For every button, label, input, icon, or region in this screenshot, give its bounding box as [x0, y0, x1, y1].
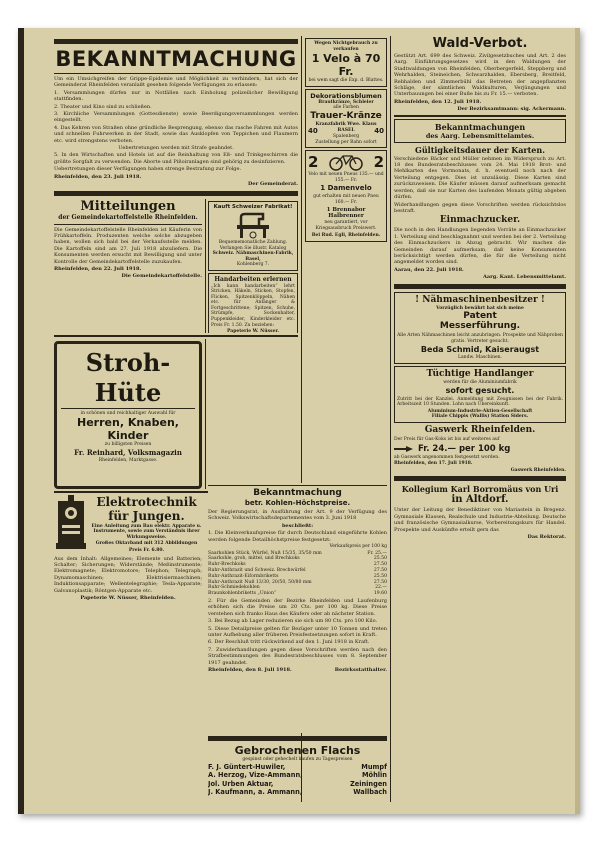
naehmaschine-title: ! Nähmaschinenbesitzer !	[415, 294, 545, 305]
velo-head: Wegen Nichtgebrauch zu verkaufen	[314, 41, 378, 52]
bekanntmachung-item: 5. In den Wirtschaften und Hotels ist auf die Reinhaltung von Eß- und Trinkgeschirren die größte Sorgfalt zu verwenden. Die Aborte und Pißoiranlagen sind gehörig zu desinfizieren.	[54, 152, 298, 165]
mitteilungen-date: Rheinfelden, den 22. Juli 1918.	[54, 265, 142, 272]
flachs-buyer-name: J. Kaufmann, a. Ammann,	[208, 788, 303, 797]
stroh-huete-ad	[54, 341, 202, 489]
velos-ad	[305, 150, 387, 242]
flachs-buyer-name: A. Herzog, Vize-Ammann,	[208, 771, 303, 780]
price-name: Saarkohle, grob, mittel, und Brechkoks	[208, 556, 300, 562]
kohlen-rest: 3. Bei Bezug ab Lager reduzieren sie sich um 80 Cts. pro 100 Kilo.	[208, 618, 378, 625]
lebensmittel-title: Bekanntmachungen	[434, 121, 526, 132]
dekoration-shop: Kranzfabrik Wwe. Klaus	[315, 121, 377, 127]
handarbeiten-ad	[208, 273, 298, 333]
kauft-ad	[208, 201, 298, 271]
flachs-buyer-name: Jol. Urben Aktuar,	[208, 779, 274, 788]
handarbeiten-body: „Ich kann handarbeiten“ lehrt Stricken, Häkeln, Sticken, Stopfen, Flicken, Spitzenklöppeln, Nähen etc. für Anfänger & Fortgeschrittene; Spitzen, Schuhe, Strümpfe, Sockenhalter, Puppenkleider, Kinderkleider etc. Preis Fr. 1.50. Zu beziehen:	[211, 283, 295, 328]
price-row	[208, 591, 387, 597]
flachs-buyer	[208, 780, 387, 789]
velos-body: Velo mit neuen Pneus 135.— und 155.— Fr.	[308, 172, 384, 183]
gaswerk-date: Rheinfelden, den 17. Juli 1918.	[394, 461, 473, 467]
lebensmittel-header	[394, 119, 566, 143]
flachs-buyer-place: Mumpf	[361, 762, 387, 771]
handlanger-gesucht: sofort gesucht.	[445, 385, 515, 395]
stroh-address: Rheinfelden, Marktgasse.	[98, 457, 158, 463]
price-name: Ruhr-Anthrazit Nuß 13/30, 20/50, 50/80 mm	[208, 579, 312, 585]
gaswerk-note: ab Gaswerk angenommen festgesetzt worden.	[394, 454, 500, 460]
velos-damen: 1 Damenvelo	[320, 184, 372, 193]
price-value: 25.50	[373, 556, 387, 562]
sewing-machine-icon	[233, 211, 273, 239]
pointing-hand-icon	[394, 445, 414, 453]
kohlen-rest: 2. Für die Gemeinden der Bezirke Rheinfelden und Laufenburg erhöhen sich die Preise um 20 Cts. per 100 kg. Diese Preise verstehen sich franko Haus des Käufers oder ab nächster Station.	[208, 598, 387, 617]
handlanger-body: Zutritt bei der Kanzlei. Anmeldung mit Zeugnissen bei der Fabrik. Arbeitszeit 10 Stunden. Lohn nach Übereinkunft.	[397, 396, 563, 408]
price-value: 27.50	[373, 568, 387, 574]
gaswerk-notice	[394, 425, 566, 473]
stroh-line4: zu billigsten Preisen	[104, 442, 152, 448]
bekanntmachung-item: 3. Kirchliche Versammlungen (Gottesdienste) sowie Beerdigungsversammlungen werden eingestellt.	[54, 111, 298, 124]
stroh-merchant: Fr. Reinhard, Volksmagazin	[74, 447, 182, 457]
flachs-buyer-place: Wallbach	[353, 788, 387, 797]
handarbeiten-title: Handarbeiten erlernen	[214, 275, 292, 283]
kollegium-title: Kollegium Karl Borromäus von Uri	[401, 484, 559, 495]
kohlen-date: Rheinfelden, den 8. Juli 1918.	[208, 667, 292, 674]
telephone-apparatus-icon	[54, 495, 88, 555]
dekoration-title: Dekorationsblumen	[310, 91, 382, 100]
price-name: Ruhr-Schmiedekohlen	[208, 585, 260, 591]
page-edge	[575, 28, 580, 814]
kohlen-beschliesst: beschließt:	[281, 522, 314, 529]
velos-brenn-note: neu garantiert, vor Kriegsausbruch Preiswert.	[315, 220, 377, 231]
dekoration-note: Zustellung per Bahn sofort	[315, 139, 377, 145]
mitteilungen-signature: Die Gemeindekartoffelstelle.	[121, 273, 202, 280]
stroh-line3: Kinder	[107, 429, 149, 443]
mitteilungen-notice	[54, 199, 202, 333]
elektro-shop: Papeterie W. Nüsser, Rheinfelden.	[80, 594, 176, 601]
naehmaschine-line: Vorzüglich bewährt hat sich meine	[436, 305, 524, 311]
elektro-format: Großes Oktavband mit 312 Abbildungen	[95, 541, 198, 547]
mitteilungen-title: Mitteilungen	[80, 198, 176, 214]
velo-count-left: 2	[308, 152, 319, 171]
naehmaschine-ad	[394, 292, 566, 364]
dekoration-number-left: 40	[308, 126, 318, 135]
column-3	[394, 36, 566, 806]
kollegium-body: Unter der Leitung der Benediktiner von Mariastein in Bregenz. Gymnasiale Klassen, Realschule und Industrie-Abteilung. Deutsche und französische Gymnasialkurse, Vorbereitungskurs für Handel. Prospekte und Auskünfte erteilt gern das	[394, 507, 566, 533]
kohlen-notice	[208, 483, 387, 733]
naehmaschine-body: Alle Arten Nähmaschinen leicht anzubringen. Prospekte und Nähproben gratis. Vertreter gesucht.	[397, 333, 563, 344]
price-name: Ruhr-Brechkoks	[208, 562, 246, 568]
wald-date: Rheinfelden, den 12. Juli 1918.	[394, 98, 482, 105]
mitteilungen-body: Die Gemeindekartoffelstelle Rheinfelden ist Käuferin von Frühkartoffeln. Produzenten welche solche abzugeben haben, wollen sich bald bei der Verkaufsstelle melden. Die Kartoffeln sind am 27. Juli 1918 abzuliefern. Die Konsumenten werden ersucht mit Bewilligung und unter Kontrolle der Gemeindekartoffelstelle zuzukaufen.	[54, 226, 202, 265]
naehmaschine-seller-sub: Landw. Maschinen.	[458, 355, 502, 361]
wald-body: Gestützt Art. 699 des Schweiz. Zivilgesetzbuches und Art. 2 des Aarg. Einführungsgesetzes wird in den Waldungen der Stadtwaldungen von Rheinfelden, Oberbergerfeld, Steppberg und Wehrhalden, Steineichen, Schwarzhalden, Ebersberg, Breitfeld, Rebhalden und Zimmerbühl das Betreten der angepflanzten Schläge, der sämtlichen Waldkulturen, Verjüngungen und Unterbauungen bei einer Buße bis zu Fr. 15.— verboten.	[394, 53, 566, 98]
velo-item: 1 Velo à 70 Fr.	[311, 52, 381, 79]
velos-seller: Bei Rud. Egli, Rheinfelden.	[311, 232, 381, 238]
lebensmittel-body2: Die noch in den Handlungen liegenden Vorräte an Einmachzucker 1. Verteilung sind beschlagnahmt und werden bei der 2. Verteilung des Einmachzuckers in Abzug gebracht. Wir machen die Gemeinden darauf aufmerksam, daß keine Konsumenten berücksichtigt werden dürfen, die für die Verteilung nicht angemeldet worden sind.	[394, 227, 566, 266]
price-value: Fr. 25.—	[367, 550, 387, 556]
bicycle-icon	[328, 153, 364, 171]
lebensmittel-sub2: Einmachzucker.	[439, 215, 521, 226]
gaswerk-signature: Gaswerk Rheinfelden.	[510, 467, 566, 473]
elektro-title: Elektrotechnik für Jungen.	[96, 494, 197, 523]
kohlen-price-table	[208, 551, 387, 597]
bekanntmachung-item: 4. Das Kehren von Straßen ohne gründliche Besprengung, ebenso das rasche Fahren mit Autos und schnellen Fuhrwerken in der Stadt, sowie das Ausklopfen von Teppichen und Flaumern etc. wird strengstens verboten.	[54, 124, 298, 144]
handlanger-ad	[394, 366, 566, 423]
bekanntmachung-signature: Der Gemeinderat.	[248, 181, 298, 188]
flachs-buyer	[208, 771, 387, 780]
flachs-ad	[208, 736, 387, 806]
velo-ad	[305, 38, 387, 87]
bekanntmachung-item: Uebertretungen dieser Verfügungen haben strenge Bestrafung zur Folge.	[54, 166, 242, 173]
grippe-bekanntmachung	[54, 39, 298, 196]
handlanger-branch: Filiale Chippis (Wallis) Station Siders.	[431, 414, 529, 420]
flachs-buyer	[208, 788, 387, 797]
elektro-price: Preis Fr. 6.80.	[128, 547, 165, 553]
flachs-title: Gebrochenen Flachs	[234, 744, 361, 757]
price-value: 27.50	[373, 562, 387, 568]
middle-row	[54, 199, 298, 333]
kauft-company: Schweiz. Nähmaschinen-Fabrik, Basel,	[212, 251, 294, 262]
elektro-body: Eine Anleitung zum Bau elektr. Apparate u. Instrumente, sowie zum Verständnis ihrer Wirkungsweise.	[91, 523, 202, 540]
kauft-body: Bequememonatliche Zahlung. Verlangen Sie illustr. Katalog	[218, 239, 288, 251]
kollegium-ad	[394, 484, 566, 540]
stroh-row	[54, 339, 298, 489]
lebensmittel-body1: Verschiedene Bäcker und Müller nehmen im Widerspruch zu Art. 18 des Bundesratsbeschlusses vom 24. Mai 1918 Brot- und Mehlkarten des Vormonats, d. h. eventuell noch nach der Verteilung entgegen. Dies ist unzulässig. Diese Karten sind zurückzuweisen. Die Käufer müssen darauf aufmerksam gemacht werden, daß sie nur Karten des laufenden Monats gültig abgeben dürfen.	[394, 155, 566, 201]
velo-where: bei wem sagt die Exp. d. Blattes.	[308, 78, 384, 84]
wald-verbot	[394, 36, 566, 113]
price-name: Braunkohlenbriketts „Union“	[208, 591, 277, 597]
wald-title: Wald-Verbot.	[432, 36, 528, 51]
gaswerk-price: Fr. 24.— per 100 kg	[418, 443, 511, 454]
price-value: 22.—	[375, 585, 387, 591]
stroh-title: Stroh-Hüte	[61, 348, 195, 409]
elektrotechnik-ad	[54, 495, 202, 665]
kollegium-place: in Altdorf.	[451, 494, 509, 506]
kohlen-notice-start	[208, 339, 298, 489]
wald-signature: Der Bezirksamtmann: sig. Ackermann.	[457, 106, 566, 113]
lebensmittel-subtitle: des Aarg. Lebensmittelamtes.	[425, 131, 535, 140]
newspaper-page	[18, 28, 580, 814]
kohlen-intro: Der Regierungsrat, in Ausführung der Art. 9 der Verfügung des Schweiz. Volkswirtschaftsdepartementes vom 3. Juni 1918	[208, 509, 387, 522]
kohlen-para1: 1. Die Kleinverkaufspreise für durch Deutschland eingeführte Kohlen werden folgende Detailhöchstpreise festgesetzt:	[208, 530, 387, 543]
lebensmittel-signature: Aarg. Kant. Lebensmittelamt.	[482, 274, 566, 281]
price-value: 27.50	[373, 579, 387, 585]
kauft-title: Kauft Schweizer Fabrikat!	[213, 203, 293, 210]
naehmaschine-seller: Beda Schmid, Kaiseraugst	[420, 345, 540, 355]
lebensmittel-notice	[394, 119, 566, 281]
kohlen-subtitle: betr. Kohlen-Höchstpreise.	[244, 499, 351, 507]
velo-count-right: 2	[373, 152, 384, 171]
kauft-address: Kohlenberg 7.	[236, 262, 270, 268]
handlanger-company: Aluminium-Industrie-Aktien-Gesellschaft	[427, 408, 533, 414]
flachs-buyer	[208, 763, 387, 772]
page-binding	[18, 28, 24, 814]
bekanntmachung-item: Uebertretungen werden mit Strafe geahndet.	[118, 145, 234, 152]
lebensmittel-body1b: Widerhandlungen gegen diese Vorschriften werden rücksichtslos bestraft.	[394, 201, 566, 214]
flachs-buyer-place: Zeiningen	[349, 779, 387, 788]
inner-divider	[205, 199, 206, 333]
handarbeiten-shop: Papeterie W. Nüsser.	[227, 329, 279, 333]
kohlen-unit: Verkaufspreis per 100 kg	[329, 544, 387, 550]
kohlen-rest: 6. Der Beschluß tritt rückwirkend auf den 1. Juni 1918 in Kraft.	[208, 639, 370, 646]
flachs-buyer-place: Möhlin	[361, 771, 387, 780]
stroh-line2: Herren, Knaben,	[77, 416, 179, 430]
kohlen-title: Bekanntmachung	[253, 488, 342, 498]
kohlen-rest: 5. Diese Detailpreise gelten für Bezüger unter 10 Tonnen und treten unter Aufhebung aller früheren Preisfestsetzungen sofort in Kraft.	[208, 625, 387, 639]
bekanntmachung-title: BEKANNTMACHUNG	[55, 47, 297, 71]
bekanntmachung-item: 2. Theater und Kino sind zu schließen.	[54, 103, 152, 110]
lebensmittel-date: Aarau, den 22. Juli 1918.	[394, 266, 464, 273]
gaswerk-title: Gaswerk Rheinfelden.	[424, 424, 536, 435]
dekoration-street: Spalenberg	[332, 133, 360, 139]
velos-brenn: 1 Brennabor Halbrenner	[326, 206, 366, 219]
dekoration-city: BASEL	[337, 127, 355, 133]
dekoration-ad	[305, 89, 387, 148]
bekanntmachung-intro: Um ein Umsichgreifen der Grippe-Epidemie und Möglichkeit zu verhindern, hat sich der Gemeinderat Rheinfelden veranlaßt gesehen folgende Verfügungen zu erlassen:	[54, 76, 298, 89]
dekoration-sub: alle Farben	[333, 105, 359, 111]
kollegium-signature: Das Rektorat.	[527, 533, 566, 540]
dekoration-line: Brautkränze, Schleier	[318, 99, 374, 105]
price-name: Ruhr-Anthrazit-Eiformbriketts	[208, 573, 279, 579]
elektro-contents: Aus dem Inhalt: Allgemeines; Elemente und Batterien; Schalter; Sicherungen; Widerstände; Meßinstrumente; Elektromagnete; Elektromotore; Telephon; Telegraph; Dynamomaschinen; Elektrisiermaschinen; Induktionsapparate; Wellentelegraphie; Tesla-Apparate; Galvanoplastik; Röntgen-Apparate etc.	[54, 555, 202, 594]
price-value: 19.60	[373, 591, 387, 597]
price-name: Ruhr-Anthrazit und Schweiz. Brechwürfel	[208, 568, 306, 574]
flachs-intro: gespinst oder gehechelt kaufen zu Tagespreisen	[242, 757, 353, 762]
kohlen-signature: Bezirksstatthalter.	[334, 667, 387, 674]
flachs-buyer-list	[208, 763, 387, 797]
mitteilungen-subtitle: der Gemeindekartoffelstelle Rheinfelden.	[58, 213, 198, 221]
gaswerk-line: Der Preis für Gas-Koks ist bis auf weiteres auf	[394, 436, 500, 442]
flachs-buyer-name: F. J. Güntert-Huwiler,	[208, 762, 286, 771]
price-value: 25.50	[373, 573, 387, 579]
naehmaschine-name: Messerführung.	[439, 321, 521, 332]
dekoration-trauer: Trauer-Kränze	[310, 110, 382, 121]
handlanger-line: werden für die Aluminiumfabrik	[443, 379, 517, 385]
naehmaschine-patent: Patent	[463, 311, 497, 322]
price-name: Saarkohlen Stück, Würfel, Nuß 15/35, 35/50 mm	[208, 550, 322, 556]
bekanntmachung-item: 1. Versammlungen dürfen nur in Notfällen nach Einholung polizeilicher Bewilligung stattfinden.	[54, 89, 298, 103]
right-ads	[208, 199, 298, 333]
handlanger-title: Tüchtige Handlanger	[426, 368, 534, 379]
bekanntmachung-date: Rheinfelden, den 23. Juli 1918.	[54, 173, 142, 180]
column-divider	[390, 36, 391, 802]
velos-damen-note: gut erhalten mit neuen Pneu 160.— Fr.	[313, 194, 379, 205]
inner-divider	[205, 339, 206, 489]
lebensmittel-sub1: Gültigkeitsdauer der Karten.	[415, 144, 545, 155]
stroh-line1: in schönen und reichhaltiger Auswahl für	[80, 410, 176, 416]
kohlen-rest: 7. Zuwiderhandlungen gegen diese Vorschriften werden nach den Strafbestimmungen des Bundesratsbeschlusses vom 8. September 1917 geahndet.	[208, 646, 387, 666]
dekoration-number-right: 40	[374, 126, 384, 135]
